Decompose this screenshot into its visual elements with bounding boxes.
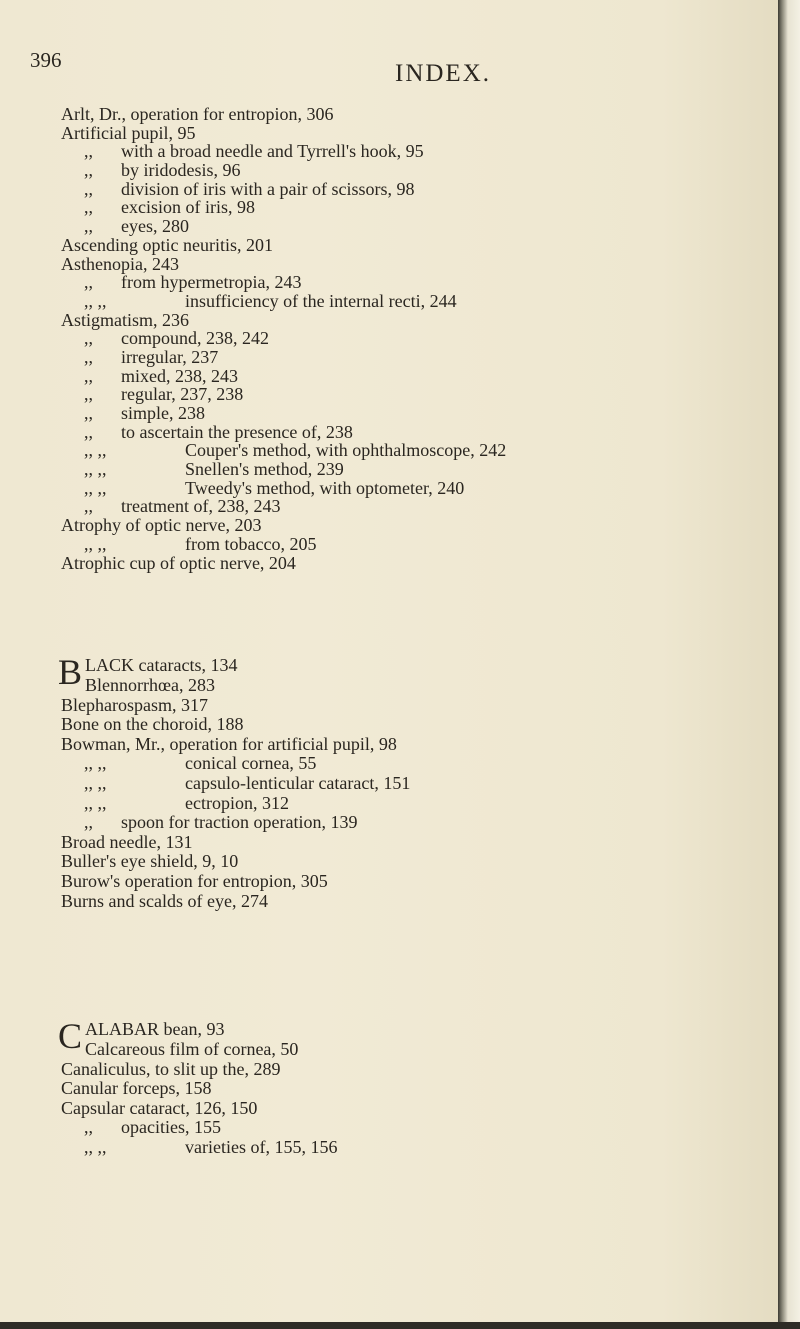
ditto-mark: ,, ,, bbox=[84, 753, 107, 774]
index-entry bbox=[61, 142, 771, 161]
ditto-mark: ,, bbox=[84, 141, 93, 162]
index-entry-text: opacities, 155 bbox=[121, 1117, 221, 1138]
index-entry bbox=[61, 217, 771, 236]
facing-page-fragment bbox=[784, 118, 786, 130]
drop-cap-c: C bbox=[58, 1016, 83, 1056]
ditto-mark: ,, ,, bbox=[84, 477, 107, 498]
ditto-mark: ,, ,, bbox=[84, 792, 107, 813]
index-entry-text: Astigmatism, 236 bbox=[61, 309, 190, 330]
index-entry-text: spoon for traction operation, 139 bbox=[121, 812, 358, 833]
index-entry bbox=[61, 385, 771, 404]
index-entry bbox=[61, 255, 771, 274]
facing-page-fragment bbox=[784, 258, 786, 270]
index-entry-text: Burns and scalds of eye, 274 bbox=[61, 890, 268, 911]
index-entry bbox=[61, 715, 771, 735]
index-entry-text: from hypermetropia, 243 bbox=[121, 272, 302, 293]
index-entry bbox=[61, 1138, 771, 1158]
ditto-mark: ,, ,, bbox=[84, 459, 107, 480]
ditto-mark: ,, ,, bbox=[84, 1136, 107, 1157]
index-entry-first: LACK cataracts, 134 bbox=[85, 655, 238, 675]
index-entry bbox=[61, 180, 771, 199]
index-entry bbox=[61, 754, 771, 774]
page-bottom-edge bbox=[0, 1322, 800, 1329]
index-entry-text: Tweedy's method, with optometer, 240 bbox=[185, 477, 465, 498]
ditto-mark: ,, bbox=[84, 421, 93, 442]
index-entry bbox=[61, 1040, 771, 1060]
ditto-mark: ,, bbox=[84, 346, 93, 367]
index-entry-text: Bowman, Mr., operation for artificial pupil, 98 bbox=[61, 733, 397, 754]
index-entry bbox=[61, 311, 771, 330]
index-entry-list bbox=[61, 1040, 771, 1158]
index-entry bbox=[61, 441, 771, 460]
index-entry-text: ectropion, 312 bbox=[185, 792, 289, 813]
index-entry bbox=[61, 735, 771, 755]
index-entry-text: irregular, 237 bbox=[121, 346, 219, 367]
index-entry-text: Couper's method, with ophthalmoscope, 242 bbox=[185, 440, 507, 461]
index-entry bbox=[61, 329, 771, 348]
ditto-mark: ,, bbox=[84, 496, 93, 517]
index-entry-text: division of iris with a pair of scissors, 98 bbox=[121, 178, 415, 199]
index-entry-list bbox=[61, 676, 771, 911]
ditto-mark: ,, ,, bbox=[84, 290, 107, 311]
ditto-mark: ,, bbox=[84, 160, 93, 181]
ditto-mark: ,, ,, bbox=[84, 533, 107, 554]
index-entry bbox=[61, 813, 771, 833]
index-entry bbox=[61, 367, 771, 386]
index-entry-text: treatment of, 238, 243 bbox=[121, 496, 281, 517]
index-entry-text: Canaliculus, to slit up the, 289 bbox=[61, 1058, 281, 1079]
index-entry bbox=[61, 852, 771, 872]
index-entry-text: insufficiency of the internal recti, 244 bbox=[185, 290, 457, 311]
index-entry-first: ALABAR bean, 93 bbox=[85, 1019, 225, 1039]
index-entry bbox=[61, 105, 771, 124]
index-entry-text: Blennorrhœa, 283 bbox=[85, 675, 215, 695]
ditto-mark: ,, bbox=[84, 328, 93, 349]
index-entry-text: Bone on the choroid, 188 bbox=[61, 714, 244, 735]
facing-page-edge bbox=[778, 0, 800, 1329]
ditto-mark: ,, bbox=[84, 216, 93, 237]
index-entry-text: excision of iris, 98 bbox=[121, 197, 255, 218]
index-entry-text: varieties of, 155, 156 bbox=[185, 1136, 338, 1157]
index-entry bbox=[61, 774, 771, 794]
ditto-mark: ,, ,, bbox=[84, 440, 107, 461]
index-entry-text: Arlt, Dr., operation for entropion, 306 bbox=[61, 104, 334, 124]
index-entry-text: Canular forceps, 158 bbox=[61, 1078, 212, 1099]
ditto-mark: ,, ,, bbox=[84, 772, 107, 793]
index-entry bbox=[61, 892, 771, 912]
index-entry-text: Artificial pupil, 95 bbox=[61, 122, 196, 143]
index-entry-text: Ascending optic neuritis, 201 bbox=[61, 234, 273, 255]
facing-page-fragment bbox=[784, 232, 786, 244]
index-entry-text: Calcareous film of cornea, 50 bbox=[85, 1039, 299, 1059]
index-entry bbox=[61, 794, 771, 814]
index-entry bbox=[61, 872, 771, 892]
index-entry bbox=[61, 696, 771, 716]
facing-page-fragment bbox=[784, 205, 786, 217]
index-entry-text: Atrophic cup of optic nerve, 204 bbox=[61, 552, 296, 573]
ditto-mark: ,, bbox=[84, 403, 93, 423]
index-entry-text: compound, 238, 242 bbox=[121, 328, 269, 349]
ditto-mark: ,, bbox=[84, 272, 93, 293]
index-entry bbox=[61, 516, 771, 535]
index-entry bbox=[61, 273, 771, 292]
index-entry bbox=[61, 423, 771, 442]
index-entry-text: simple, 238 bbox=[121, 403, 205, 423]
index-entry-text: Asthenopia, 243 bbox=[61, 253, 179, 274]
index-entry-text: capsulo-lenticular cataract, 151 bbox=[185, 772, 411, 793]
index-entry bbox=[61, 1118, 771, 1138]
index-entry bbox=[61, 1060, 771, 1080]
index-entry bbox=[61, 292, 771, 311]
index-entry bbox=[61, 404, 771, 423]
page-number: 396 bbox=[30, 48, 62, 72]
ditto-mark: ,, bbox=[84, 365, 93, 386]
index-entry bbox=[61, 348, 771, 367]
index-entry-text: from tobacco, 205 bbox=[185, 533, 317, 554]
running-head: INDEX. bbox=[395, 60, 492, 87]
index-entry bbox=[61, 479, 771, 498]
index-entry-text: by iridodesis, 96 bbox=[121, 160, 241, 181]
index-entry-text: with a broad needle and Tyrrell's hook, 95 bbox=[121, 141, 424, 162]
drop-cap-b: B bbox=[58, 652, 83, 692]
index-section-a bbox=[61, 105, 771, 572]
index-entry-text: mixed, 238, 243 bbox=[121, 365, 238, 386]
index-entry-text: eyes, 280 bbox=[121, 216, 189, 237]
ditto-mark: ,, bbox=[84, 812, 93, 833]
index-entry bbox=[61, 236, 771, 255]
ditto-mark: ,, bbox=[84, 197, 93, 218]
index-entry bbox=[61, 554, 771, 573]
index-entry bbox=[61, 124, 771, 143]
index-entry-text: Burow's operation for entropion, 305 bbox=[61, 870, 328, 891]
index-entry bbox=[61, 198, 771, 217]
ditto-mark: ,, bbox=[84, 178, 93, 199]
index-entry-text: Capsular cataract, 126, 150 bbox=[61, 1097, 258, 1118]
ditto-mark: ,, bbox=[84, 1117, 93, 1138]
index-entry-text: Blepharospasm, 317 bbox=[61, 694, 208, 715]
index-entry-text: Atrophy of optic nerve, 203 bbox=[61, 515, 262, 536]
facing-page-fragment bbox=[784, 178, 786, 190]
index-entry bbox=[61, 535, 771, 554]
index-entry-text: conical cornea, 55 bbox=[185, 753, 317, 774]
index-entry bbox=[61, 1099, 771, 1119]
index-entry bbox=[61, 1079, 771, 1099]
index-entry-text: Snellen's method, 239 bbox=[185, 459, 344, 480]
index-entry-text: Broad needle, 131 bbox=[61, 831, 193, 852]
facing-page-fragment bbox=[784, 92, 786, 104]
index-entry-text: Buller's eye shield, 9, 10 bbox=[61, 851, 239, 872]
index-entry bbox=[61, 676, 771, 696]
index-entry bbox=[61, 497, 771, 516]
index-entry bbox=[61, 460, 771, 479]
index-entry-text: regular, 237, 238 bbox=[121, 384, 244, 405]
index-entry bbox=[61, 833, 771, 853]
index-entry-text: to ascertain the presence of, 238 bbox=[121, 421, 353, 442]
ditto-mark: ,, bbox=[84, 384, 93, 405]
index-entry bbox=[61, 161, 771, 180]
